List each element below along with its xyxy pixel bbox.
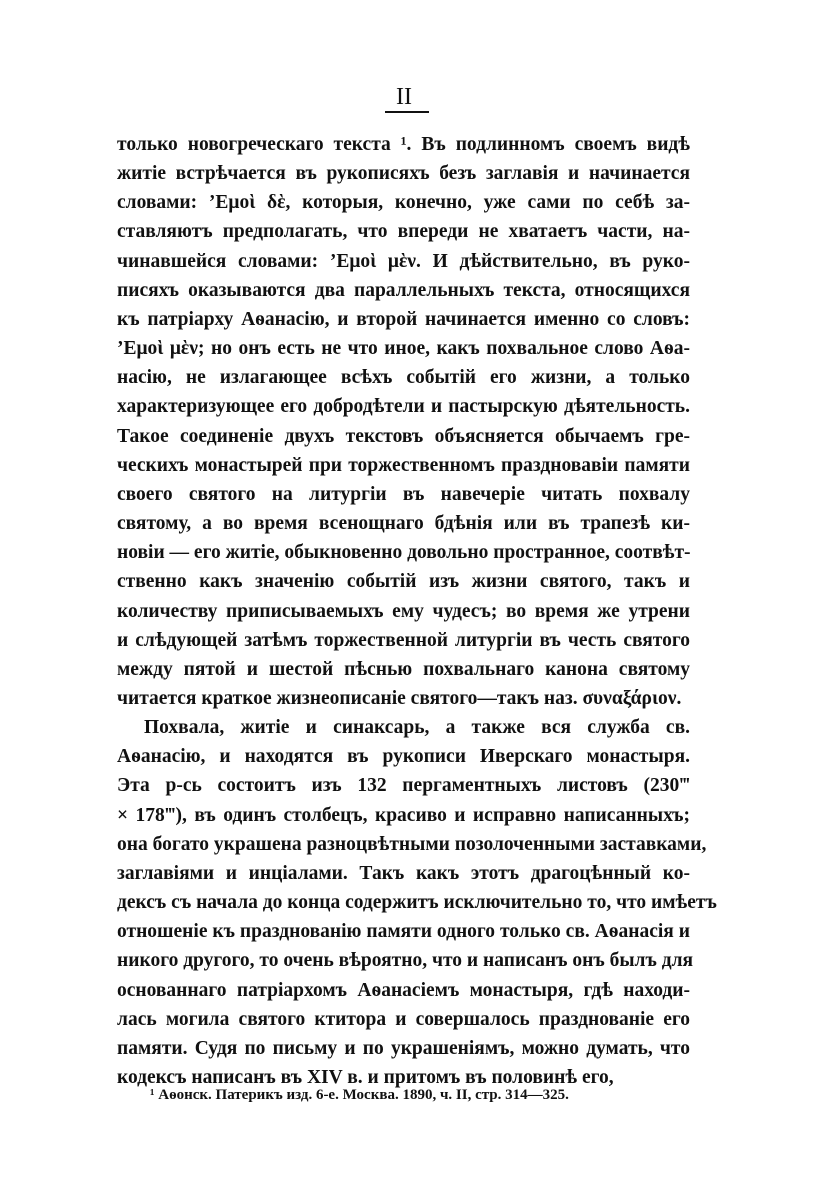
text-line: и слѣдующей затѣмъ торжественной литургіи въ честь святого	[117, 629, 690, 651]
text-line: количеству приписываемыхъ ему чудесъ; во время же утрени	[117, 600, 690, 622]
text-line: кодексъ написанъ въ XIV в. и притомъ въ половинѣ его,	[117, 1067, 614, 1088]
text-line: характеризующее его добродѣтели и пастырскую дѣятельность.	[117, 396, 690, 418]
text-line: читается краткое жизнеописаніе святого—такъ наз. συναξάριον.	[117, 687, 682, 709]
text-line: никого другого, то очень вѣроятно, что и написанъ онъ былъ для	[117, 950, 694, 972]
text-line: новіи — его житіе, обыкновенно довольно пространное, соотвѣт-	[117, 542, 691, 564]
text-line: святому, а во время всенощнаго бдѣнія или въ трапезѣ ки-	[117, 513, 690, 535]
text-line: заглавіями и инціалами. Такъ какъ этотъ драгоцѣнный ко-	[117, 862, 690, 884]
text-line: отношеніе къ празднованію памяти одного только св. Аѳанасія и	[117, 921, 690, 943]
text-line: своего святого на литургіи въ навечеріе читать похвалу	[117, 483, 690, 505]
text-line: Похвала, житіе и синаксарь, а также вся служба св.	[144, 717, 690, 739]
paragraph	[117, 713, 717, 1092]
text-line: она богато украшена разноцвѣтными позолоченными заставками,	[117, 833, 707, 855]
paragraph	[117, 130, 690, 713]
text-line: ставляютъ предполагать, что впереди не хватаетъ части, на-	[117, 221, 690, 243]
text-line: къ патріарху Аѳанасію, и второй начинается именно со словъ:	[117, 308, 690, 330]
text-line: × 178‴), въ одинъ столбецъ, красиво и исправно написанныхъ;	[117, 804, 690, 826]
text-line: основаннаго патріархомъ Аѳанасіемъ монастыря, гдѣ находи-	[117, 979, 690, 1001]
text-line: только новогреческаго текста ¹. Въ подлинномъ своемъ видѣ	[117, 134, 690, 155]
page-number-rule	[385, 111, 429, 113]
text-line: Аѳанасію, и находятся въ рукописи Иверскаго монастыря.	[117, 746, 690, 768]
text-line: лась могила святого ктитора и совершалось празднованіе его	[117, 1008, 690, 1030]
text-line: ’Εμοὶ μὲν; но онъ есть не что иное, какъ похвальное слово Аѳа-	[117, 338, 690, 360]
text-line: Такое соединеніе двухъ текстовъ объясняется обычаемъ гре-	[117, 425, 690, 447]
main-text	[117, 130, 717, 1092]
text-line: Эта р-сь состоитъ изъ 132 пергаментныхъ листовъ (230‴	[117, 775, 690, 797]
page-number: II	[396, 84, 412, 110]
text-line: ственно какъ значенію событій изъ жизни святого, такъ и	[117, 571, 690, 593]
text-line: чинавшейся словами: ’Εμοὶ μὲν. И дѣйствительно, въ руко-	[117, 250, 690, 272]
text-line: насію, не излагающее всѣхъ событій его жизни, а только	[117, 367, 690, 389]
text-line: дексъ съ начала до конца содержитъ исключительно то, что имѣетъ	[117, 892, 717, 914]
text-line: словами: ’Εμοὶ δὲ, которыя, конечно, уже сами по себѣ за-	[117, 192, 690, 214]
text-line: между пятой и шестой пѣснью похвальнаго канона святому	[117, 658, 690, 680]
text-line: памяти. Судя по письму и по украшеніямъ, можно думать, что	[117, 1037, 690, 1059]
text-line: писяхъ оказываются два параллельныхъ текста, относящихся	[117, 279, 690, 301]
footnote: ¹ Аѳонск. Патерикъ изд. 6-е. Москва. 1890, ч. II, стр. 314—325.	[150, 1087, 569, 1103]
text-line: ческихъ монастырей при торжественномъ праздновавіи памяти	[117, 454, 690, 476]
text-line: житіе встрѣчается въ рукописяхъ безъ заглавія и начинается	[117, 163, 690, 185]
